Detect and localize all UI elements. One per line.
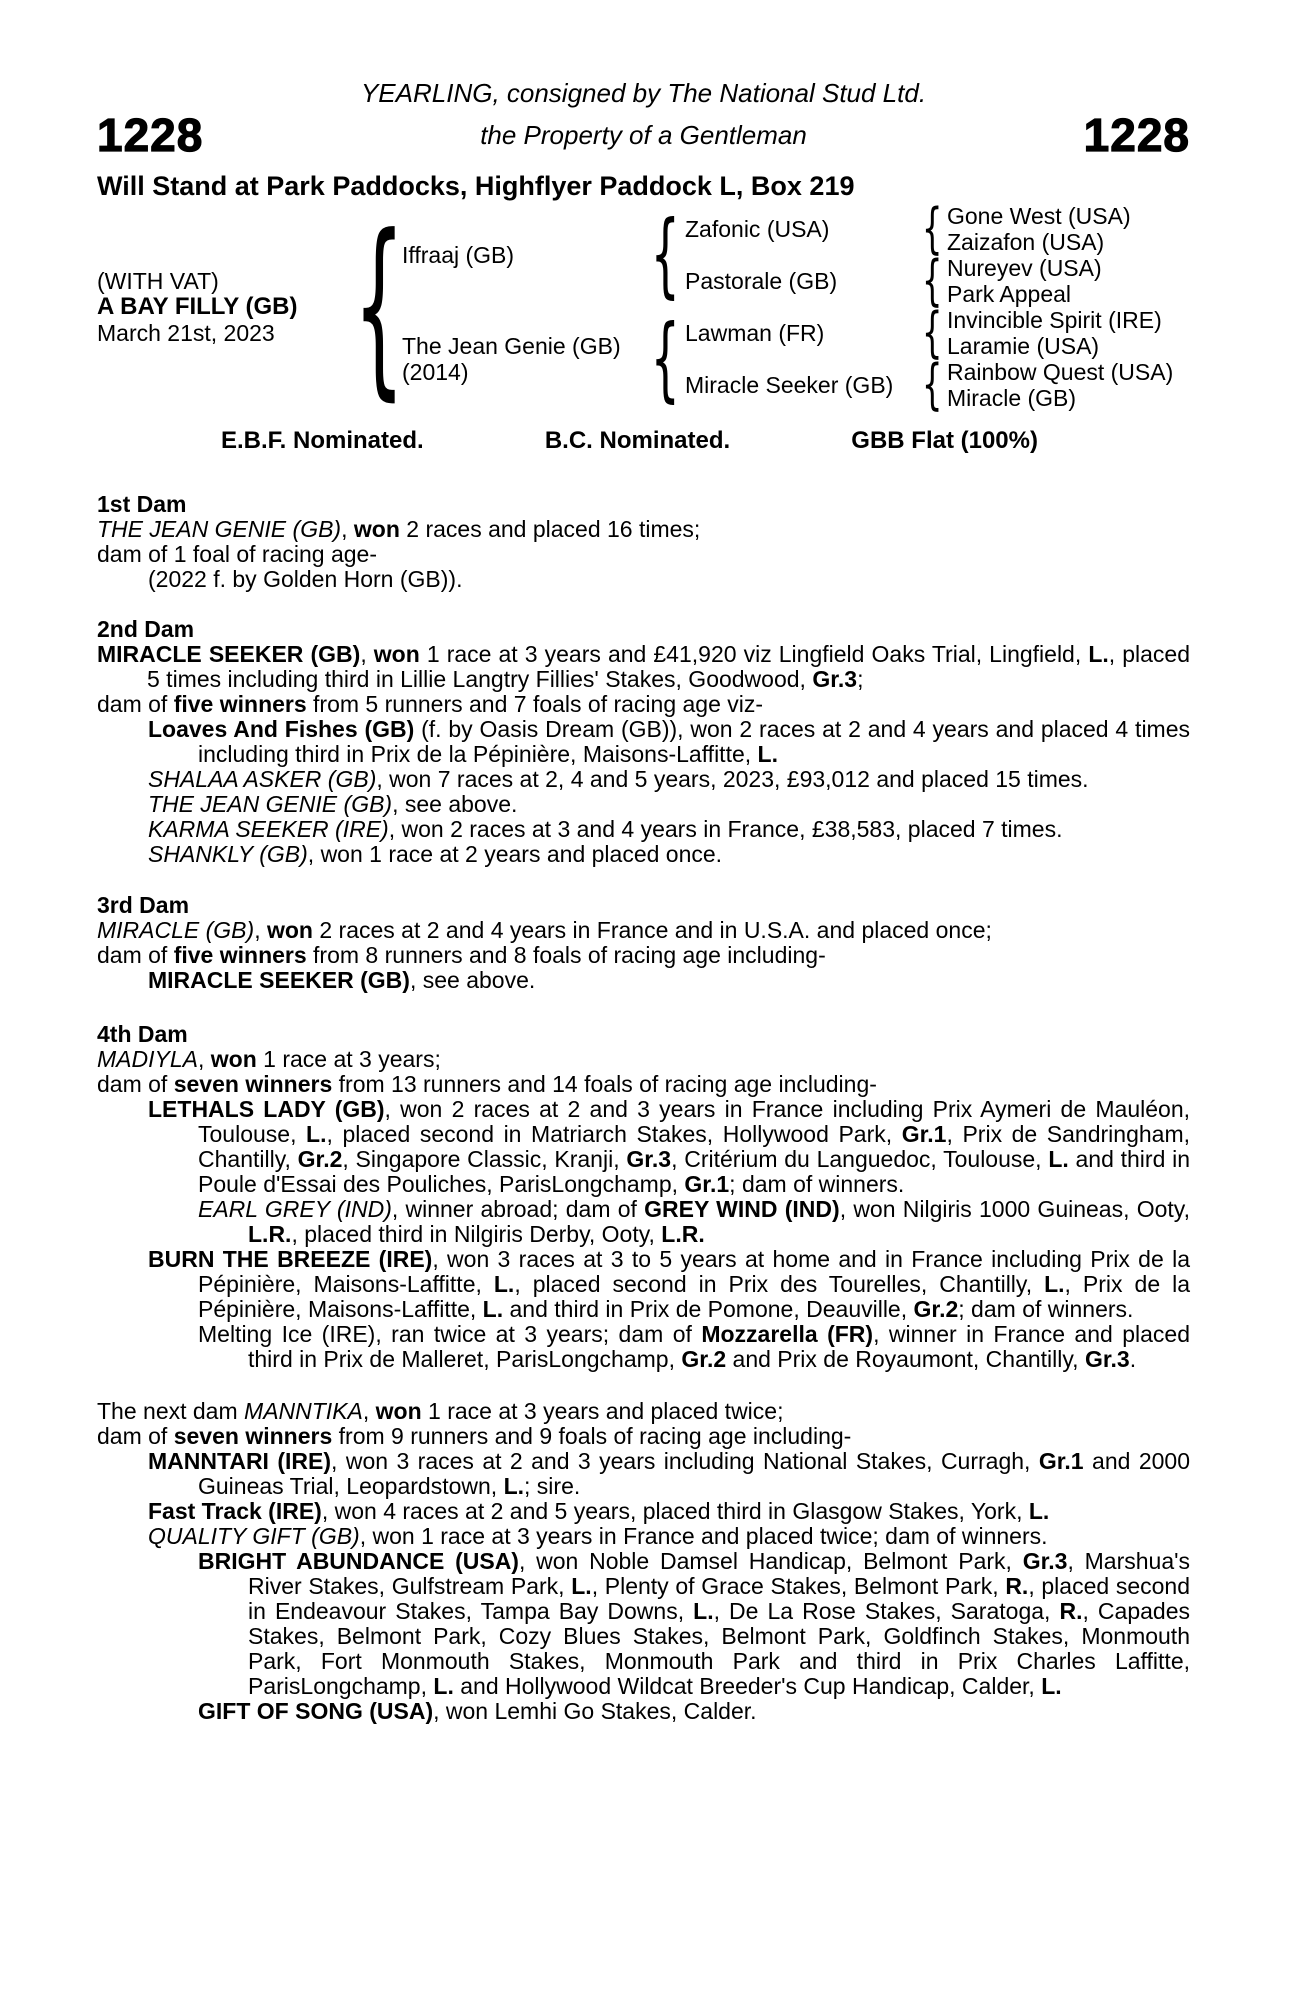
pedigree-paragraph: dam of seven winners from 13 runners and 14 foals of racing age including- — [97, 1071, 877, 1097]
pedigree-paragraph: The next dam MANNTIKA, won 1 race at 3 years and placed twice; — [97, 1398, 784, 1424]
pedigree-paragraph: MADIYLA, won 1 race at 3 years; — [97, 1046, 441, 1072]
ancestor-name: Nureyev (USA) — [947, 255, 1102, 281]
progeny-entry: (2022 f. by Golden Horn (GB)). — [148, 566, 463, 592]
ancestor-name: Pastorale (GB) — [685, 268, 838, 294]
progeny-entry: GIFT OF SONG (USA), won Lemhi Go Stakes, Calder. — [198, 1698, 757, 1724]
ancestor-name: Miracle (GB) — [947, 385, 1077, 411]
property-line: the Property of a Gentleman — [480, 119, 807, 150]
lot-number-right: 1228 — [1083, 109, 1190, 161]
progeny-entry: KARMA SEEKER (IRE), won 2 races at 3 and 4 years in France, £38,583, placed 7 times. — [148, 816, 1063, 842]
catalog-page — [97, 78, 1190, 1724]
pedigree-brace-icon: { — [921, 301, 943, 364]
nomination-bc: B.C. Nominated. — [544, 427, 731, 454]
ancestor-year: (2014) — [402, 359, 469, 385]
nomination-gbb: GBB Flat (100%) — [851, 427, 1038, 454]
subject-foaling-date: March 21st, 2023 — [97, 320, 275, 346]
ancestor-name: Laramie (USA) — [947, 333, 1100, 359]
ancestor-dam — [397, 307, 650, 411]
dam-section-1 — [97, 492, 1190, 592]
progeny-entry: BURN THE BREEZE (IRE), won 3 races at 3 to 5 years at home and in France including Prix de la Pépinière, Maisons-Laffitte, L., placed second in Prix des Tourelles, Chantilly, L., Prix de la Pépinière, Maisons-Laffitte, L. and third in Prix de Pomone, Deauville, Gr.2; dam of winners. — [148, 1246, 1191, 1322]
pedigree-paragraph: dam of seven winners from 9 runners and 9 foals of racing age including- — [97, 1423, 852, 1449]
section-heading: 2nd Dam — [97, 616, 195, 642]
pedigree-paragraph: dam of five winners from 8 runners and 8 foals of racing age including- — [97, 942, 826, 968]
ancestor-name: Zaizafon (USA) — [947, 229, 1105, 255]
dam-section-2 — [97, 617, 1190, 867]
ancestor-name: Zafonic (USA) — [685, 216, 830, 242]
pedigree-paragraph: dam of 1 foal of racing age- — [97, 541, 377, 567]
subject-name: A BAY FILLY (GB) — [97, 293, 298, 320]
ancestor-name: Gone West (USA) — [947, 203, 1131, 229]
progeny-entry: THE JEAN GENIE (GB), see above. — [148, 791, 518, 817]
progeny-entry: Loaves And Fishes (GB) (f. by Oasis Dream (GB)), won 2 races at 2 and 4 years and placed 4 times including third in Prix de la Pépinière, Maisons-Laffitte, L. — [148, 716, 1190, 767]
section-heading: 4th Dam — [97, 1021, 188, 1047]
pedigree-brace-icon: { — [921, 249, 943, 312]
pedigree-paragraph: MIRACLE SEEKER (GB), won 1 race at 3 years and £41,920 viz Lingfield Oaks Trial, Lingfield, L., placed 5 times including third in Lillie Langtry Fillies' Stakes, Goodwood, Gr.3; — [97, 641, 1191, 692]
ancestor-name: Park Appeal — [947, 281, 1072, 307]
pedigree-brace-icon: { — [650, 201, 681, 308]
progeny-entry: QUALITY GIFT (GB), won 1 race at 3 years in France and placed twice; dam of winners. — [148, 1523, 1048, 1549]
ancestor-name: Lawman (FR) — [685, 320, 825, 346]
section-heading: 1st Dam — [97, 491, 187, 517]
dam-section-next — [97, 1399, 1190, 1724]
vat-note: (WITH VAT) — [97, 268, 219, 294]
pedigree-paragraph: THE JEAN GENIE (GB), won 2 races and placed 16 times; — [97, 516, 701, 542]
lot-row — [97, 110, 1190, 160]
ancestor-name: Miracle Seeker (GB) — [685, 372, 894, 398]
ancestor-name: Iffraaj (GB) — [402, 242, 515, 268]
ancestor-sire — [397, 203, 650, 307]
progeny-entry: BRIGHT ABUNDANCE (USA), won Noble Damsel Handicap, Belmont Park, Gr.3, Marshua's River Stakes, Gulfstream Park, L., Plenty of Grace Stakes, Belmont Park, R., placed second in Endeavour Stakes, Tampa Bay Downs, L., De La Rose Stakes, Saratoga, R., Capades Stakes, Belmont Park, Cozy Blues Stakes, Belmont Park, Goldfinch Stakes, Monmouth Park, Fort Monmouth Stakes, Monmouth Park and third in Prix Charles Laffitte, ParisLongchamp, L. and Hollywood Wildcat Breeder's Cup Handicap, Calder, L. — [198, 1548, 1191, 1699]
progeny-entry: EARL GREY (IND), winner abroad; dam of GREY WIND (IND), won Nilgiris 1000 Guineas, Ooty, L.R., placed third in Nilgiris Derby, Ooty, L.R. — [198, 1196, 1190, 1247]
lot-number-left: 1228 — [97, 109, 204, 161]
subject-block — [97, 203, 362, 411]
pedigree-brace-icon: { — [921, 197, 943, 260]
pedigree-brace-icon: { — [353, 195, 406, 418]
pedigree-brace-icon: { — [650, 305, 681, 412]
ancestor-name: Invincible Spirit (IRE) — [947, 307, 1162, 333]
progeny-entry: SHANKLY (GB), won 1 race at 2 years and placed once. — [148, 841, 723, 867]
dam-section-3 — [97, 893, 1190, 993]
ancestor-name: The Jean Genie (GB) — [402, 333, 621, 359]
pedigree-brace-icon: { — [921, 353, 943, 416]
progeny-entry: Fast Track (IRE), won 4 races at 2 and 5 years, placed third in Glasgow Stakes, York, L. — [148, 1498, 1050, 1524]
nominations-row — [97, 428, 1190, 454]
stand-line: Will Stand at Park Paddocks, Highflyer Paddock L, Box 219 — [97, 171, 855, 201]
progeny-entry: SHALAA ASKER (GB), won 7 races at 2, 4 and 5 years, 2023, £93,012 and placed 15 times. — [148, 766, 1089, 792]
consignment-line: YEARLING, consigned by The National Stud Ltd. — [360, 78, 927, 108]
nomination-ebf: E.B.F. Nominated. — [221, 427, 424, 454]
progeny-entry: Melting Ice (IRE), ran twice at 3 years; dam of Mozzarella (FR), winner in France and placed third in Prix de Malleret, ParisLongchamp, Gr.2 and Prix de Royaumont, Chantilly, Gr.3. — [198, 1321, 1191, 1372]
dam-section-4 — [97, 1022, 1190, 1372]
ancestor-name: Rainbow Quest (USA) — [947, 359, 1174, 385]
section-heading: 3rd Dam — [97, 892, 190, 918]
progeny-entry: MIRACLE SEEKER (GB), see above. — [148, 967, 536, 993]
progeny-entry: LETHALS LADY (GB), won 2 races at 2 and 3 years in France including Prix Aymeri de Mauléon, Toulouse, L., placed second in Matriarch Stakes, Hollywood Park, Gr.1, Prix de Sandringham, Chantilly, Gr.2, Singapore Classic, Kranji, Gr.3, Critérium du Languedoc, Toulouse, L. and third in Poule d'Essai des Pouliches, ParisLongchamp, Gr.1; dam of winners. — [148, 1096, 1191, 1197]
pedigree-paragraph: dam of five winners from 5 runners and 7 foals of racing age viz- — [97, 691, 764, 717]
pedigree-paragraph: MIRACLE (GB), won 2 races at 2 and 4 years in France and in U.S.A. and placed once; — [97, 917, 992, 943]
pedigree-table — [97, 195, 1190, 418]
progeny-entry: MANNTARI (IRE), won 3 races at 2 and 3 years including National Stakes, Curragh, Gr.1 and 2000 Guineas Trial, Leopardstown, L.; sire. — [148, 1448, 1190, 1499]
